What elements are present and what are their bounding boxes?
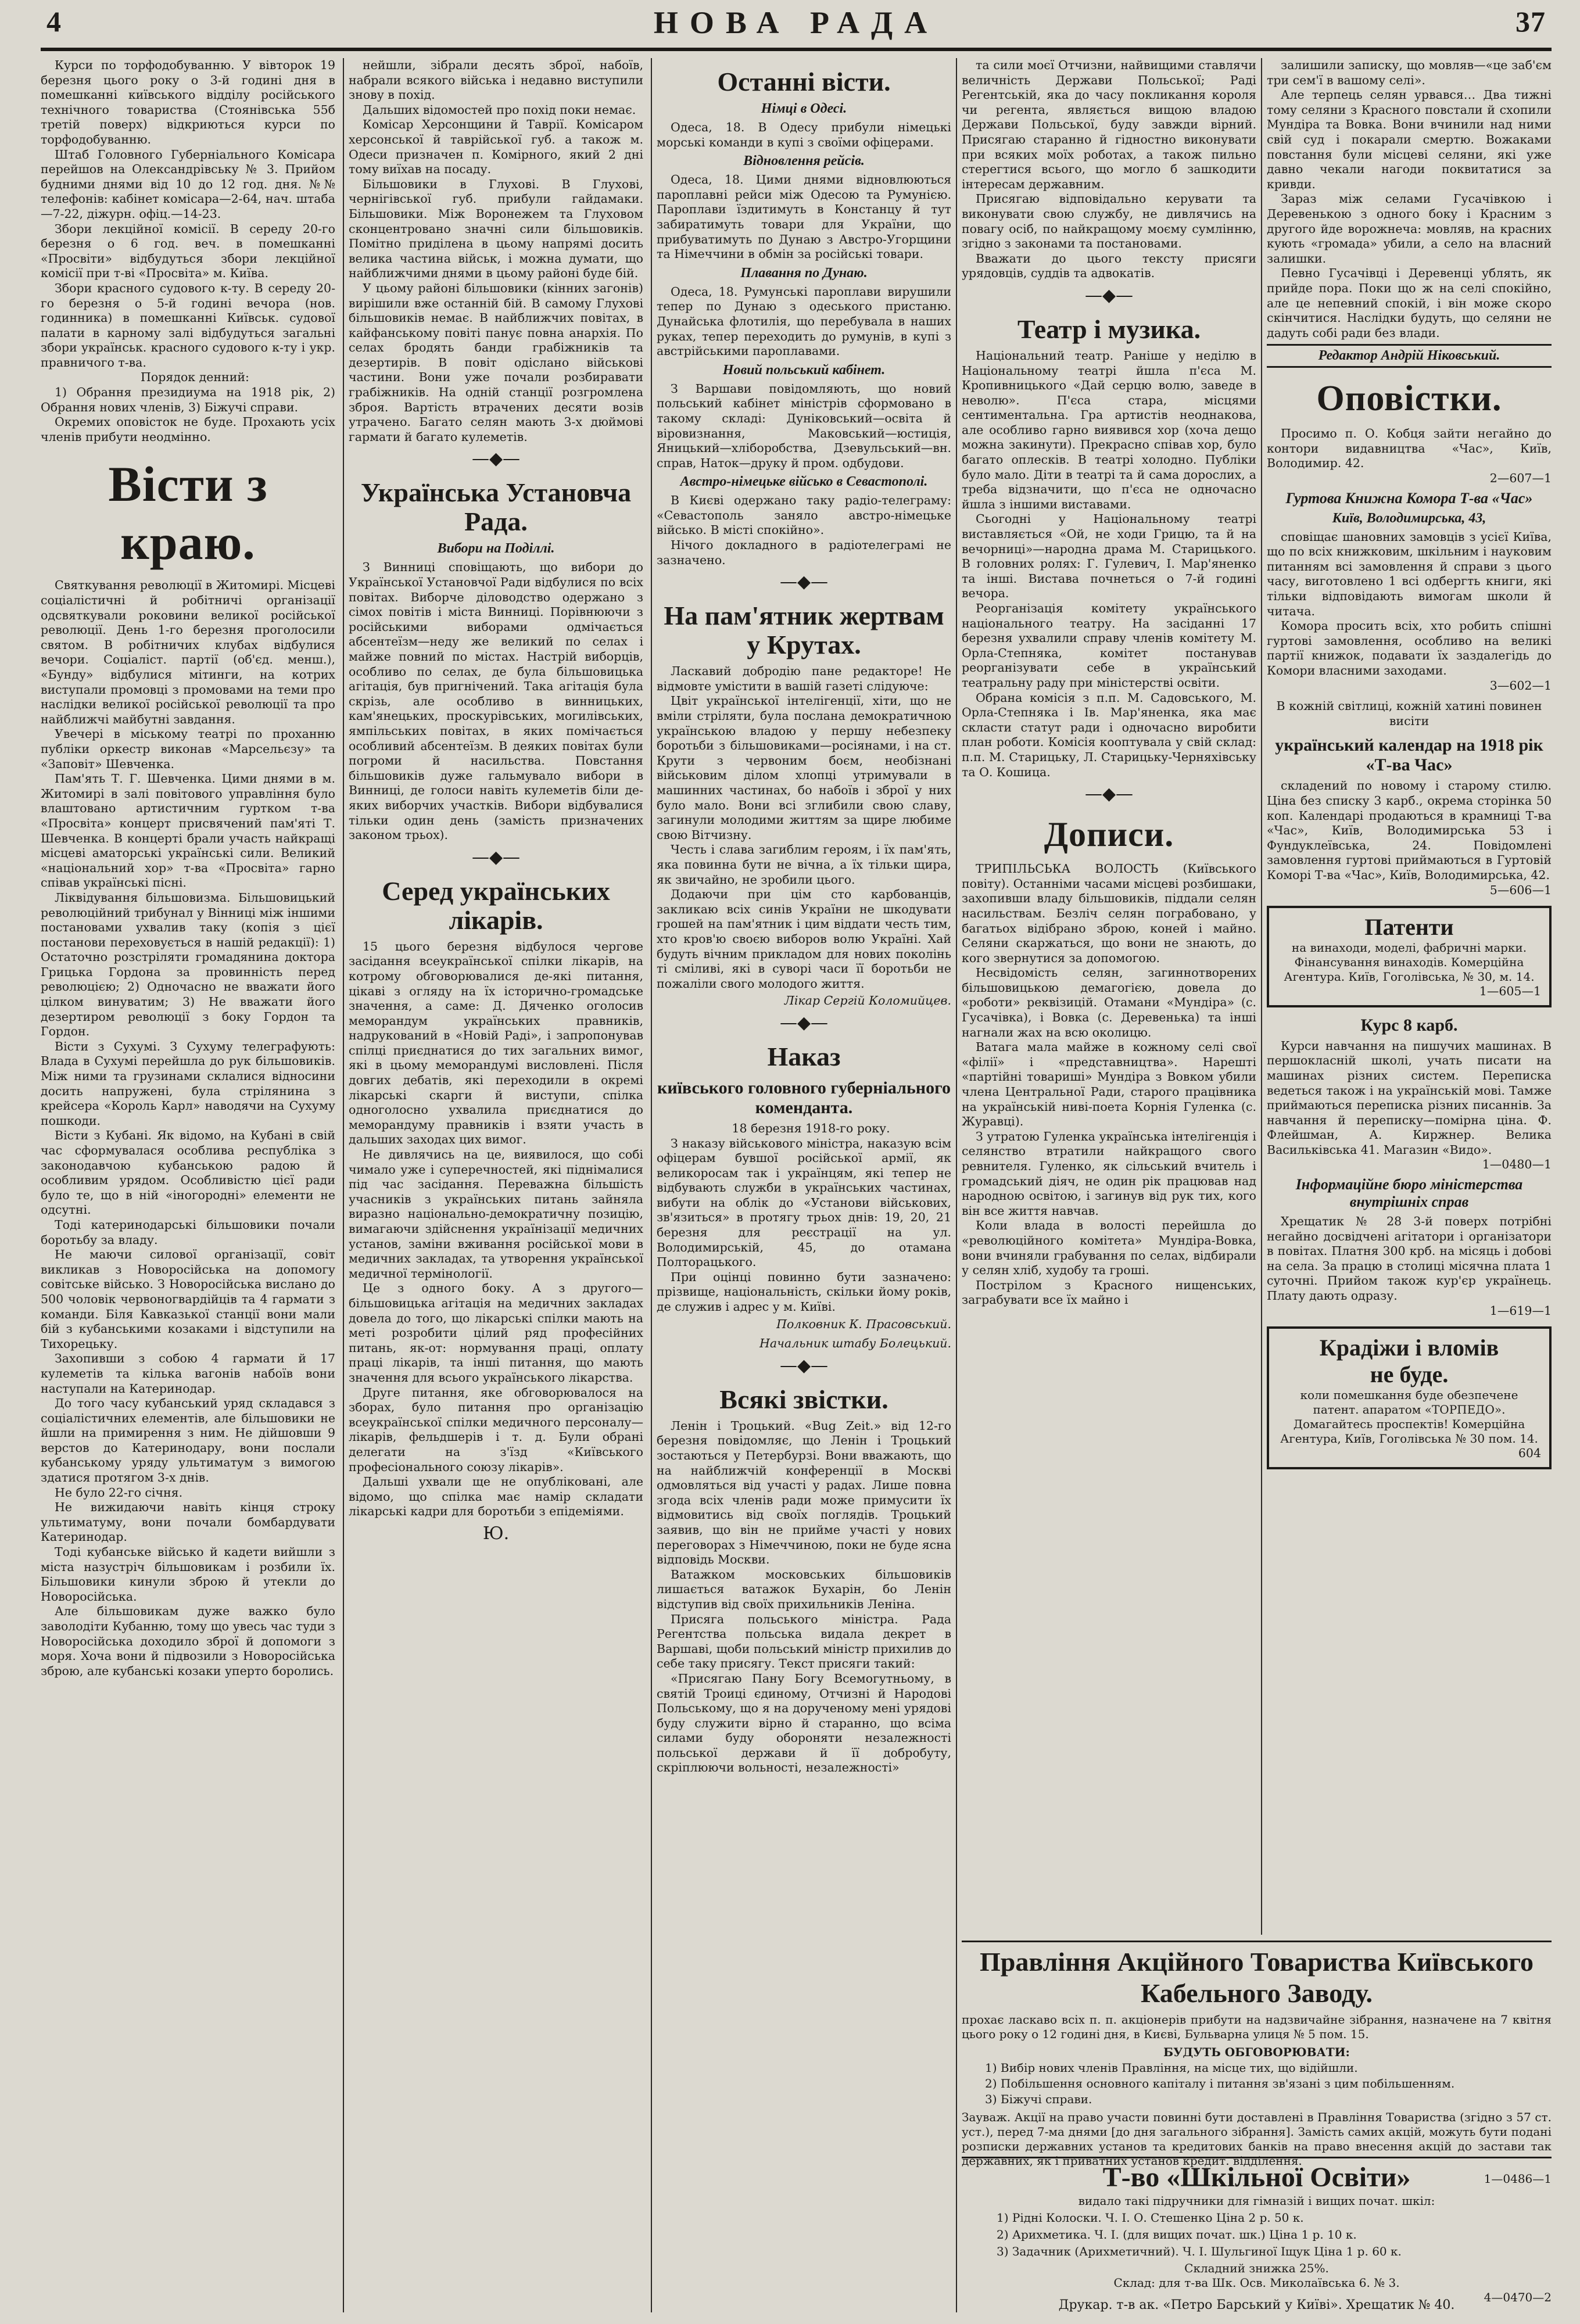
masthead-rule [41, 48, 1552, 51]
ad-note: Зауваж. Акції на право участи повинні бути доставлені в Правління Товариства (згідно з 57 ст. уст.), перед 7-ма днями [до дня загального зібрання]. Замість самих акцій, можуть бути подані розписки державних установ та кредитових банків на право внесення акцій до застави так державних, як і приватних установ кредит. відділення. [962, 2110, 1552, 2168]
ad-number: 5—606—1 [1489, 883, 1552, 897]
column-rule [651, 58, 652, 2312]
column-3 [657, 58, 951, 2312]
news-item: До того часу кубанський уряд складався з соціалістичних елементів, але більшовики не йшли на примирення з ним. Не дійшовши 9 верстов до Катеринодару, вони послали кубанському уряду ультиматум з вимогою здатися протягом 3-х днів. [41, 1396, 335, 1485]
section-heading: Дописи. [1044, 815, 1174, 854]
news-item: Але більшовикам дуже важко було заволодіти Кубанню, тому що увесь час туди з Новоросійська доходило зброї й допомоги з моря. Хоча вони й підвозили з Новоросійська зброю, але кубанські козаки уперто боролись. [41, 1604, 335, 1678]
page-number-right: 37 [1515, 5, 1546, 38]
section-heading: Театр і музика. [1017, 314, 1201, 344]
ad-number: 1—619—1 [1489, 1303, 1552, 1318]
patent-ad-box [1267, 906, 1552, 1007]
news-item: Вісти з Кубані. Як відомо, на Кубані в свій час сформувалася особлива республіка з законодавчою кубанською радою й особливим урядом. Особливістю цієї ради було те, що в ній «іногородні» елементи не одсутні. [41, 1128, 335, 1217]
ad-body: прохає ласкаво всіх п. п. акціонерів прибути на надзвичайне зібрання, назначене на 7 квітня цього року о 12 годині дня, в Києві, Бульварна улиця № 5 пом. 15. [962, 2013, 1552, 2041]
column-5 [1267, 58, 1552, 1935]
news-item: та сили моєї Отчизни, найвищими ставлячи величність Держави Польської; Раді Регентській, яка до часу покликання короля чи регента, являється вищою владою Держави Польської, буду завжди вірний. Присягаю старанно й гідностно виконувати при всяких моїх роботах, а також пильно стерегтися всього, що могло б зашкодити інтересам державним. [962, 58, 1256, 191]
agenda-item: 1) Вибір нових членів Правління, на місце тих, що відійшли. [985, 2061, 1358, 2075]
ad-body: на винаходи, моделі, фабричні марки. Фінансування винаходів. Комерційна Агентура. Київ, Гоголівська, № 30, м. 14. [1284, 941, 1535, 984]
news-item: Дальші ухвали ще не опубліковані, але відомо, що спілка має намір складати лікарські кадри для боротьби з епідеміями. [349, 1475, 643, 1519]
ornament-icon: —◆— [779, 1355, 829, 1376]
news-item: Цвіт української інтелігенції, хіти, що не вміли стріляти, була послана демократичною українською владою у першу небезпеку боротьби з більшовиками—росіянами, і на ст. Крути з червоним боєм, необізнані військовим ділом хлопці утримували в машинних частинах, бо набоїв і зброї у них було мало. Вони всі зглибили свою славу, загинули молодими життям за щире любиме свою Вітчизну. [657, 694, 951, 842]
signature: Полковник К. Прасовський. [776, 1317, 951, 1331]
news-item: Одеса, 18. Румунські пароплави вирушили тепер по Дунаю з одеського пристаню. Дунайська флотилія, що перебувала в наших руках, тепер переходить до румунів, в купі з австрійськими пароплавами. [657, 284, 951, 358]
page-mark: Ю. [482, 1523, 510, 1544]
ad-title: Патенти [1364, 914, 1454, 941]
ad-item: Курси навчання на пишучих машинах. В першокласній школі, учать писати на машинах різних систем. Переписка ведеться також і на українській мові. Тамже приймаються переписка різних писаннів. За навчання й переписку—помірна ціна. Ф. Флейшман, А. Киржнер. Велика Васильківська 41. Магазин «Видо». [1267, 1038, 1552, 1157]
ad-item: В кожній світлиці, кожній хатині повинен висіти [1276, 699, 1542, 728]
signature: Лікар Сергій Коломийцев. [784, 994, 951, 1008]
news-item: Не вижидаючи навіть кінця строку ультиматуму, вони почали бомбардувати Катеринодар. [41, 1500, 335, 1544]
ad-number: 2—607—1 [1489, 471, 1552, 486]
news-item: Національний театр. Раніше у неділю в Національному театрі йшла п'єса М. Кропивницького «Дай серцю волю, заведе в неволю». П'єса стара, місцями сентиментальна. Гра артистів неоднакова, але особливо гарно виявився хор (хоча дещо можна закинути). Прекрасно співав хор, було багато оплесків. В театрі холодно. Публіки було мало. Діти в театрі та й сама дорослих, а треба відзначити, що п'єса не одночасно йшла з іншими виставами. [962, 348, 1256, 511]
news-item: 15 цього березня відбулося чергове засідання всеукраїнської спілки лікарів, на котрому обговорювалися де-які питання, цікаві з огляду на їх історично-громадське значення, а саме: Д. Дяченко оголосив меморандум українських правників, надрукований в «Новій Раді», і запропонував спілці приєднатися до тих загальних вимог, які в цьому меморандумі висловлені. Після довгих дебатів, які переходили в окремі лікарські скарги й виступи, спілка одноголосно ухвалила приєднатися до меморандуму правників і взяти участь в дальших заходах цих вимог. [349, 939, 643, 1147]
editor-line: Редактор Андрій Ніковський. [1267, 344, 1552, 368]
news-item: З наказу військового міністра, наказую всім офіцерам бувшої російської армії, як великоросам так і українцям, які тепер не відбувають служби в українських частинах, вибути на облік до «Установи військових, зв'язиться» в протягу трьох днів: 19, 20, 21 березня для реєстрації на ул. Володимирській, 45, до отамана Полторацького. [657, 1136, 951, 1269]
news-item: При оцінці повинно бути зазначено: прізвище, національність, скільки йому років, де служив і адрес у м. Київі. [657, 1269, 951, 1314]
ad-number: 604 [1518, 1446, 1541, 1461]
news-item: Це з одного боку. А з другого—більшовицька агітація на медичних закладах довела до того, що лікарські спілки мають на меті розробити цілий ряд професійних питань, як-от: нормування праці, оплату праці лікарів, та інші питання, що мають значення для всього українського лікарства. [349, 1281, 643, 1385]
news-item: Певно Гусачівці і Деревенці ублять, як прийде пора. Поки що ж на селі спокійно, але це непевний спокій, і він може скоро скінчитися. Наслідки будуть, що селяни не дадуть собі ради без влади. [1267, 266, 1552, 340]
ad-title: Інформаційне бюро міністерства внутрішніх справ [1295, 1176, 1523, 1211]
news-item: Курси по торфодобуванню. У вівторок 19 березня цього року о 3-й годині дня в помешканні київського відділу російського технічного товариства (Стоянівська 55б третій поверх) відкриються курси по торфодобуванню. [41, 58, 335, 146]
column-4 [962, 58, 1256, 1935]
news-item: Нічого докладного в радіотелеграмі не зазначено. [657, 538, 951, 567]
news-item: Тоді кубанське військо й кадети вийшли з міста назустріч більшовикам і розбили їх. Більшовики кинули зброю й утекли до Новоросійська. [41, 1545, 335, 1604]
section-heading: Наказ [767, 1041, 841, 1071]
news-item: Пострілом з Красного нищенських, заграбувати все їх майно і [962, 1278, 1256, 1307]
newspaper-title: НОВА РАДА [653, 5, 939, 40]
news-item: Порядок денний: [141, 370, 249, 385]
news-item: Ліквідування більшовизма. Більшовицький революційний трибунал у Вінниці між іншими постановами ухвалив таку (копія з цієї постанови переховується в нашій редакції): 1) Остаточно розстріляти громадянина доктора Грицька Гордона за провинність перед революцією; 2) Одночасно не вважати його цілком винуватим; 3) Не вважати його дезертиром революції з боку Гордон та Гордон. [41, 890, 335, 1039]
ad-item: сповіщає шановних замовців з усієї Київа, що по всіх книжковим, шкільним і науковим питанням всі замовлення й справи з цього часу, виготовлено 1 всі одбергть книги, які тільки відповідають вимогам школи й читача. [1267, 529, 1552, 618]
torpedo-ad-box [1267, 1326, 1552, 1469]
ad-title: Т-во «Шкільної Освіти» [1102, 2162, 1411, 2193]
news-item: З Варшави повідомляють, що новий польський кабінет міністрів сформовано в такому складі: Дуніковський—освіта й віровизнання, Маковський—юстиція, Яницький—хліборобства, Дзевульський—вн. справ, Наток—друку й пром. одбудови. [657, 381, 951, 470]
agenda-item: 3) Біжучі справи. [985, 2092, 1092, 2106]
section-heading: Вісти з краю. [108, 456, 268, 571]
ornament-icon: —◆— [471, 449, 521, 469]
book-item: 1) Рідні Колоски. Ч. І. О. Стешенко Ціна 2 р. 50 к. [997, 2211, 1304, 2225]
news-item: Ватажком московських більшовиків лишається ватажок Бухарін, бо Ленін відступив від своїх прихильників Леніна. [657, 1567, 951, 1611]
news-item: З утратою Гуленка українська інтелігенція і селянство втратили найкращого свого ревнителя. Гуленко, як сільський вчитель і громадський діяч, не один рік працював над народною освітою, і загинув від рук тих, кого він все життя навчав. [962, 1129, 1256, 1218]
cable-factory-ad [962, 1946, 1552, 2186]
news-item: Присяга польського міністра. Рада Регентства польська видала декрет в Варшаві, щоби польський міністр прихилив до себе таку присягу. Текст присяги такий: [657, 1612, 951, 1671]
section-subheading: Вибори на Поділлі. [437, 541, 555, 557]
ad-item: Хрещатик № 28 3-й поверх потрібні негайно досвідчені агітатори і організатори в повітах. Платня 300 крб. на місяць і добові на села. За працю в столиці місячна плата 1 суточні. Прийом також кур'єр українець. Плату дають одразу. [1267, 1214, 1552, 1303]
section-subheading: Плавання по Дунаю. [740, 265, 868, 281]
column-rule [1261, 58, 1262, 1935]
news-item: Присягаю відповідально керувати та виконувати свою службу, не дивлячись на повагу осіб, по найкращому моєму сумлінню, згідно з законами та постановами. [962, 192, 1256, 251]
news-item: Реорганізація комітету українського національного театру. На засіданні 17 березня ухвалили справу членів комітету М. Орла-Степняка, комітет постанував реорганізувати себе в український театральну раду при міністерстві освіти. [962, 601, 1256, 690]
news-item: 18 березня 1918-го року. [732, 1121, 890, 1135]
news-item: «Присягаю Пану Богу Всемогутньому, в святій Троиці єдиному, Отчизні й Народові Польському, що я на дорученому мені урядові буду служити вірно й старанно, що всіма силами буду обороняти незалежності польської держави й її добробуту, скріплюючи вольності, незалежності» [657, 1671, 951, 1775]
news-item: Увечері в міському театрі по проханню публіки оркестр виконав «Марсельєзу» та «Заповіт» Шевченка. [41, 727, 335, 771]
ad-item: складений по новому і старому стилю. Ціна без списку 3 карб., окрема сторінка 50 коп. Календарі продаються в крамниці Т-ва «Час», Київ, Володимирська 53 і Фундуклеївська, 24. Повідомлені замовлення гуртові приймаються в Гуртовій Коморі Т-ва «Час», Київ, Володимирська, 42. [1267, 779, 1552, 882]
news-item: Сьогодні у Національному театрі виставляється «Ой, не ходи Грицю, та й на вечорниці»—народна драма М. Старицького. В головних ролях: Г. Гулевич, І. Мар'яненко та інші. Вистава почнеться о 7-й годині вечора. [962, 512, 1256, 601]
ornament-icon: —◆— [779, 572, 829, 593]
news-item: Честь і слава загиблим героям, і їх пам'ять, яка повинна бути не вічна, а їх тільки щира, як звичайно, не зробили цього. [657, 842, 951, 887]
column-rule [956, 58, 957, 2312]
news-item: залишили записку, що мовляв—«це заб'єм три сем'ї в вашому селі». [1267, 58, 1552, 87]
section-subheading: Німці в Одесі. [761, 101, 847, 116]
news-item: нейшли, зібрали десять зброї, набоїв, набрали всякого війська і недавно виступили знову в похід. [349, 58, 643, 102]
news-item: З Винниці сповіщають, що вибори до Української Установчої Ради відбулися по всіх повітах. Виборче діловодство одержано з сімох повітів і міста Винниці. Порівнюючи з російськими виборами одмічається абсентеїзм—неду же великий по селах і майже повний по містах. Настрій виборців, особливо по селах, де була більшовицька агітація, був пригнічений. Така агітація була скрізь, але особливо в винницьких, кам'янецьких, проскурівських, могилівських, ямпільських повітах, в яких помічається особливий абсентеїзм. В деяких повітах були погроми й насильства. Повстання більшовиків дуже гальмувало вибори в Винниці, де голоси навіть кулеметів біли де-яких виборчих участків. Вибори відбувалися тільки один день (замість призначених законом трьох). [349, 560, 643, 842]
ad-body: коли помешкання буде обезпечене патент. апаратом «ТОРПЕДО». Домагайтесь проспектів! Комерційна Агентура, Київ, Гоголівська № 30 пом. 14. [1280, 1388, 1538, 1446]
ad-subtitle: видало такі підручники для гімназій і вищих почат. шкіл: [1078, 2194, 1435, 2208]
ad-number: 1—0480—1 [1482, 1157, 1552, 1172]
ad-title: не буде. [1370, 1361, 1449, 1388]
ad-number: 1—605—1 [1479, 984, 1541, 999]
news-item: Обрана комісія з п.п. М. Садовського, М. Орла-Степняка і Ів. Мар'яненка, яка має скласти статут ради і одночасно виробити план роботи. Комісія кооптувала у свій склад: п.п. М. Старицьку, Л. Старицьку-Черняхівську та О. Кошица. [962, 690, 1256, 779]
section-heading: Всякі звістки. [719, 1384, 888, 1414]
section-subheading: київського головного губерніального коменданта. [657, 1078, 951, 1117]
news-item: Друге питання, яке обговорювалося на зборах, було питання про організацію всеукраїнської спілки медичного персоналу—лікарів, фельдшерів і т. д. Були обрані делегати на з'їзд «Київського професіонального союзу лікарів». [349, 1385, 643, 1474]
section-subheading: Австро-німецьке військо в Севастополі. [680, 474, 928, 490]
ad-number: 1—0486—1 [1484, 2172, 1552, 2186]
ad-title: український календар на 1918 рік «Т-ва Час» [1275, 736, 1543, 775]
news-item: Вісти з Сухумі. З Сухуму телеграфують: Влада в Сухумі перейшла до рук більшовиків. Між ними та грузинами склалися відносини досить напружені, була стрілянина з крейсера «Король Карл» наводячи на Сухуму пошкоди. [41, 1039, 335, 1128]
news-item: Святкування революції в Житомирі. Місцеві соціалістичні й робітничі організації одсвяткували роковини великої російської революції. День 1-го березня проголосили святом. В робітничих клубах відбулися вечори. Соціаліст. партії (об'єд. менш.), «Бунду» відбулися мітинги, на котрих виступали промовці з промовами на теми про наслідки великої російської революції та про найближчі майбутні завдання. [41, 578, 335, 726]
news-item: Але терпець селян урвався… Два тижні тому селяни з Красного повстали й схопили Мундіра та Вовка. Вони вчинили над ними свій суд і покарали смертю. Вожаками повстання були місцеві селяни, які уже давно чекали нагоди поквитатися за кривди. [1267, 88, 1552, 191]
column-rule [343, 58, 344, 2312]
section-subheading: Відновлення рейсів. [743, 153, 865, 169]
ad-title: Крадіжи і вломів [1319, 1335, 1499, 1361]
news-item: Збори лекційної комісії. В середу 20-го березня о 6 год. веч. в помешканні «Просвіти» відбудуться збори лекційної комісії при т-ві «Просвіта» м. Київа. [41, 221, 335, 281]
news-item: Штаб Головного Губерніального Комісара перейшов на Олександрівську № 3. Прийом будними днями від 10 до 12 год. дня. №№ телефонів: кабінет комісара—2-64, нач. штаба—7-22, діжурн. офіц.—14-23. [41, 147, 335, 221]
news-item: У цьому районі більшовики (кінних загонів) вирішили вже останній бій. В самому Глухові більшовиків немає. В найближчих повітах, в кайфанському повіті панує повна анархія. По селах бродять банди грабіжників та дезертирів. В повіт одіслано військові частини. Вони уже почали розбиравати грабіжників. На одній станції розгромлена зброя. Вартість втрачених десяти возів утрачено. Багато селян мають 3-х дюймові гармати й багато кулеметів. [349, 281, 643, 444]
ornament-icon: —◆— [1084, 784, 1134, 805]
news-item: Тоді катеринодарські більшовики почали боротьбу за владу. [41, 1217, 335, 1247]
news-item: Не дивлячись на це, виявилося, що собі чимало уже і суперечностей, які піднімалися під час засідання. Переважна більшість учасників з українських питань зайняла виразно національно-демократичну позицію, вимагаючи здійснення українізації медичних установ, заміни вживання російської мови в медичних закладах, та утворення української медичної термінології. [349, 1147, 643, 1281]
news-item: Вважати до цього тексту присяги урядовців, суддів та адвокатів. [962, 251, 1256, 281]
book-item: 3) Задачник (Арихметичний). Ч. І. Шульгиної Іщук Ціна 1 р. 60 к. [997, 2244, 1402, 2258]
news-item: Одеса, 18. В Одесу прибули німецькі морські команди в купі з своїми офіцерами. [657, 120, 951, 149]
section-heading: Українська Установча Рада. [360, 478, 632, 537]
ad-divider [962, 1941, 1552, 1942]
news-item: Дальших відомостей про похід поки немає. [363, 102, 636, 117]
section-subheading: Новий польський кабінет. [722, 362, 886, 378]
ad-item: Просимо п. О. Кобця зайти негайно до контори видавництва «Час», Київ, Володимир. 42. [1267, 426, 1552, 471]
section-heading: На пам'ятник жертвам у Крутах. [664, 601, 944, 660]
ad-discount: Складний знижка 25%. [1184, 2261, 1329, 2275]
news-item: ТРИПІЛЬСЬКА ВОЛОСТЬ (Київського повіту). Останніми часами місцеві розбишаки, захопивши владу більшовиків, піддали селян насильствам. Безліч селян пограбовано, у багатьох відібрано зброю, коней і майно. Селяни скаржаться, що вони не знають, до кого звернутися за допомогою. [962, 862, 1256, 965]
column-1 [41, 58, 335, 2312]
news-item: Ласкавий добродію пане редакторе! Не відмовте умістити в вашій газеті слідуюче: [657, 664, 951, 693]
news-item: Збори красного судового к-ту. В середу 20-го березня о 5-й годині вечора (нов. годинника) в помешканні Київськ. судової палати в карному залі відбудуться загальні збори українськ. красного судового к-ту і укр. правничого т-ва. [41, 281, 335, 370]
ad-number: 3—602—1 [1489, 678, 1552, 693]
news-item: Несвідомість селян, загиннотворених більшовицькою демагогією, довела до «роботи» реквізицій. Отамани «Мундіра» (с. Гусачівка), і Вовка (с. Деревенька) та інші нагнали жах на всю околицю. [962, 966, 1256, 1039]
book-item: 2) Арихметика. Ч. І. (для вищих почат. шк.) Ціна 1 р. 10 к. [997, 2228, 1357, 2241]
signature: Начальник штабу Болецький. [759, 1336, 951, 1351]
news-item: В Києві одержано таку радіо-телеграму: «Севастополь заняло австро-німецьке військо. В місті спокійно». [657, 493, 951, 537]
section-heading: Останні вісти. [717, 67, 891, 96]
ad-address: Склад: для т-ва Шк. Осв. Миколаївська 6. № 3. [1113, 2276, 1400, 2290]
ad-title: Гуртова Книжна Комора Т-ва «Час» [1285, 489, 1533, 507]
ad-address: Київ, Володимирська, 43, [1332, 510, 1486, 526]
news-item: Більшовики в Глухові. В Глухові, чернігівської губ. прибули гайдамаки. Більшовики. Між Воронежем та Глуховом сконцентровано значні сили більшовиків. Помітно приділена в цьому напрямі досить велика частина військ, і можна думати, що найближчими днями в цьому районі буде бій. [349, 177, 643, 281]
ad-title: Правління Акційного Товариства Київського Кабельного Заводу. [979, 1947, 1534, 2008]
news-item: Пам'ять Т. Г. Шевченка. Цими днями в м. Житомирі в залі повітового управління було влаштовано артистичним гуртком т-ва «Просвіта» концерт присвячений пам'яті Т. Шевченка. В концерті брали участь найкращі місцеві аматорські українські сили. Великий «національний хор» т-ва «Просвіта» гарно співав українські пісні. [41, 772, 335, 890]
masthead [41, 5, 1552, 45]
news-item: Зараз між селами Гусачівкою і Деревенькою з одного боку і Красним з другого йде ворожнеча: мовляв, на красних кують «громада» убили, а село на власний залишки. [1267, 192, 1552, 266]
ad-subheading: БУДУТЬ ОБГОВОРЮВАТИ: [1163, 2045, 1350, 2059]
news-item: 1) Обрання президиума на 1918 рік, 2) Обрання нових членів, 3) Біжучі справи. [41, 385, 335, 414]
ad-divider [962, 2157, 1552, 2158]
ad-title: Курс 8 карб. [1360, 1015, 1458, 1035]
ad-number: 4—0470—2 [1484, 2290, 1552, 2304]
ornament-icon: —◆— [471, 847, 521, 867]
printer-imprint: Друкар. т-в ак. «Петро Барський у Київі». Хрещатик № 40. [1058, 2298, 1455, 2312]
school-education-ad [962, 2161, 1552, 2305]
news-item: Не було 22-го січня. [55, 1485, 183, 1500]
ornament-icon: —◆— [1084, 285, 1134, 306]
ornament-icon: —◆— [779, 1012, 829, 1033]
agenda-item: 2) Побільшення основного капіталу і питання зв'язані з цим побільшенням. [985, 2076, 1455, 2090]
news-item: Додаючи при цім сто карбованців, закликаю всіх синів України не шкодувати грошей на пам'ятник і цим віддати честь тим, хто кров'ю своєю виборов волю Україні. Хай будуть вічним прикладом для нових поколінь ті сміливі, які в суворі часи її боротьби не пожаліли свого молодого життя. [657, 887, 951, 991]
news-item: Окремих оповісток не буде. Прохають усіх членів прибути неодмінно. [41, 415, 335, 444]
news-item: Комісар Херсонщини й Таврії. Комісаром херсонської й таврійської губ. а також м. Одеси призначен п. Комірного, який 2 дні тому виїхав на посаду. [349, 117, 643, 177]
section-heading: Серед українських лікарів. [382, 876, 610, 935]
news-item: Ватага мала майже в кожному селі свої «філії» і «представництва». Нарешті «партійні товариші» Мундіра з Вовком убили члена Центральної Ради, старого працівника на українській ниві-поета Корнія Гуленка (с. Журавці). [962, 1040, 1256, 1129]
column-2 [349, 58, 643, 2312]
section-heading: Оповістки. [1316, 379, 1502, 419]
news-item: Ленін і Троцький. «Bug Zeit.» від 12-го березня повідомляє, що Ленін і Троцький зостаються у Петербурзі. Вони вважають, що на найближчій конференції в Москві одмовляться від участі у радах. Лише повна згода всіх членів ради може примусити їх відмовитись від своїх поглядів. Троцький заявив, що він не прийме участі у нових переговорах з Німеччиною, поки не буде ясна відповідь Москви. [657, 1418, 951, 1567]
ad-item: Комора просить всіх, хто робить спішні гуртові замовлення, особливо на великі партії книжок, подавати їх заздалегідь до Комори власними заходами. [1267, 619, 1552, 677]
news-item: Не маючи силової організації, совіт викликав з Новоросійська на допомогу совітське військо. З Новоросійська вислано до 500 чоловік червоногвардійців та 4 гармати з команди. Біля Кавказької станції вони мали бій з кубанськими козаками і відступили на Тихорецьку. [41, 1247, 335, 1351]
news-item: Захопивши з собою 4 гармати й 17 кулеметів та кілька вагонів набоїв вони наступали на Катеринодар. [41, 1351, 335, 1396]
news-item: Одеса, 18. Цими днями відновлюються пароплавні рейси між Одесою та Румунією. Пароплави їздитимуть в Констанцу й тут забиратимуть товари для України, що прибуватимуть по Дунаю з Австро-Угорщини та Німеччини в обмін за російські товари. [657, 173, 951, 261]
page-number-left: 4 [46, 5, 62, 38]
news-item: Коли влада в волості перейшла до «революційного комітета» Мундіра-Вовка, вони вчиняли грабування по селах, відбирали у селян хліб, худобу та гроші. [962, 1218, 1256, 1278]
